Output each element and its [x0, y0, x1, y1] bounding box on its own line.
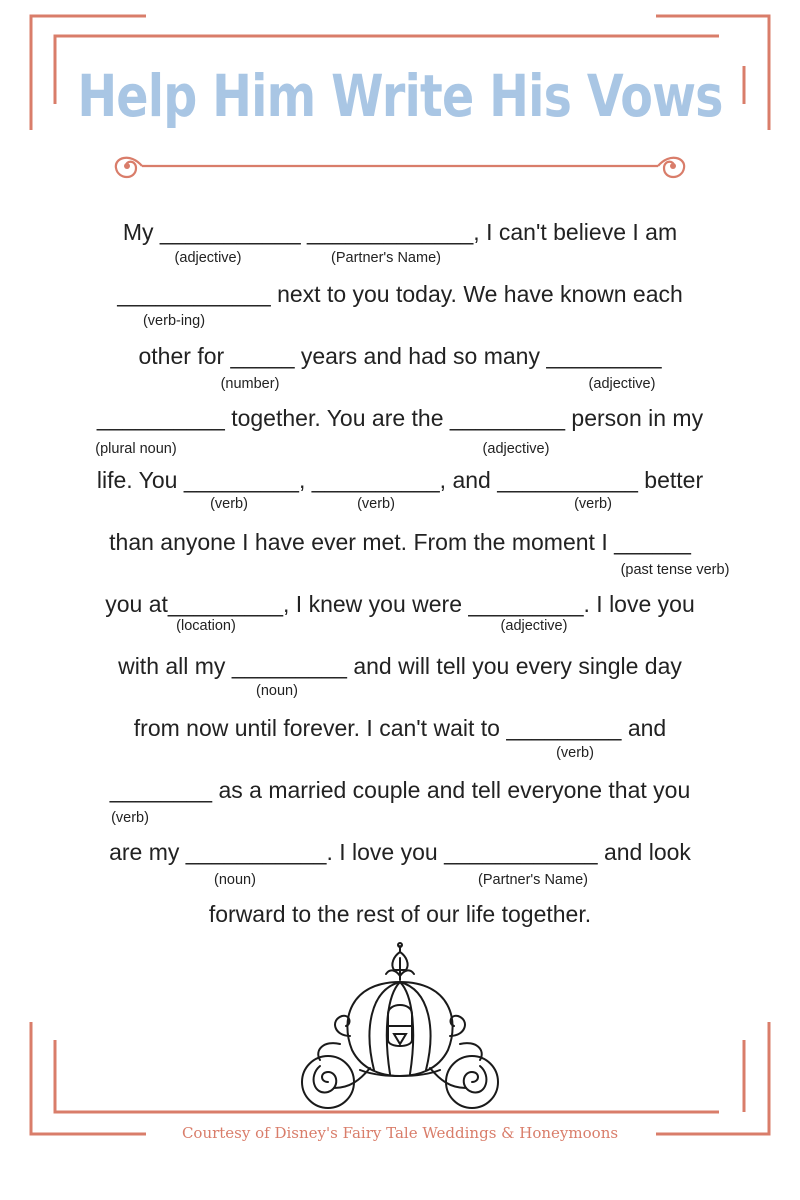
blank-hint: (verb-ing): [142, 313, 206, 329]
vow-line-12: forward to the rest of our life together.: [208, 901, 592, 927]
blank-hint: (verb): [210, 496, 248, 512]
vow-line-6: than anyone I have ever met. From the moment I ______: [109, 529, 691, 555]
vow-line-1: My ___________ _____________, I can't believe I am: [122, 219, 678, 245]
blank-hint: (verb): [574, 496, 612, 512]
blank-hint: (plural noun): [95, 441, 177, 457]
blank-hint: (number): [220, 376, 280, 392]
blank-hint: (adjective): [500, 618, 568, 634]
vow-line-4: __________ together. You are the _________ person in my: [96, 405, 704, 431]
blank-hint: (adjective): [174, 250, 242, 266]
vow-line-2: ____________ next to you today. We have known each: [117, 281, 683, 307]
blank-hint: (adjective): [588, 376, 656, 392]
vow-line-9: from now until forever. I can't wait to _________ and: [133, 715, 667, 741]
vow-line-3: other for _____ years and had so many _________: [138, 343, 662, 369]
blank-hint: (noun): [214, 872, 256, 888]
scroll-flourish-icon: [110, 148, 690, 184]
credit-line: Courtesy of Disney's Fairy Tale Weddings & Honeymoons: [181, 1124, 619, 1142]
blank-hint: (verb): [556, 745, 594, 761]
blank-hint: (Partner's Name): [331, 250, 441, 266]
blank-hint: (verb): [357, 496, 395, 512]
blank-hint: (noun): [256, 683, 298, 699]
vow-line-8: with all my _________ and will tell you every single day: [118, 653, 682, 679]
blank-hint: (past tense verb): [620, 562, 730, 578]
blank-hint: (Partner's Name): [478, 872, 588, 888]
vow-line-10: ________ as a married couple and tell everyone that you: [109, 777, 691, 803]
blank-hint: (adjective): [482, 441, 550, 457]
vow-line-7: you at_________, I knew you were _________. I love you: [105, 591, 695, 617]
vow-line-5: life. You _________, __________, and ___________ better: [96, 467, 704, 493]
blank-hint: (verb): [111, 810, 149, 826]
blank-hint: (location): [176, 618, 236, 634]
pumpkin-carriage-icon: [290, 940, 510, 1120]
vow-line-11: are my ___________. I love you ____________ and look: [109, 839, 691, 865]
page-title: Help Him Write His Vows: [77, 62, 723, 130]
